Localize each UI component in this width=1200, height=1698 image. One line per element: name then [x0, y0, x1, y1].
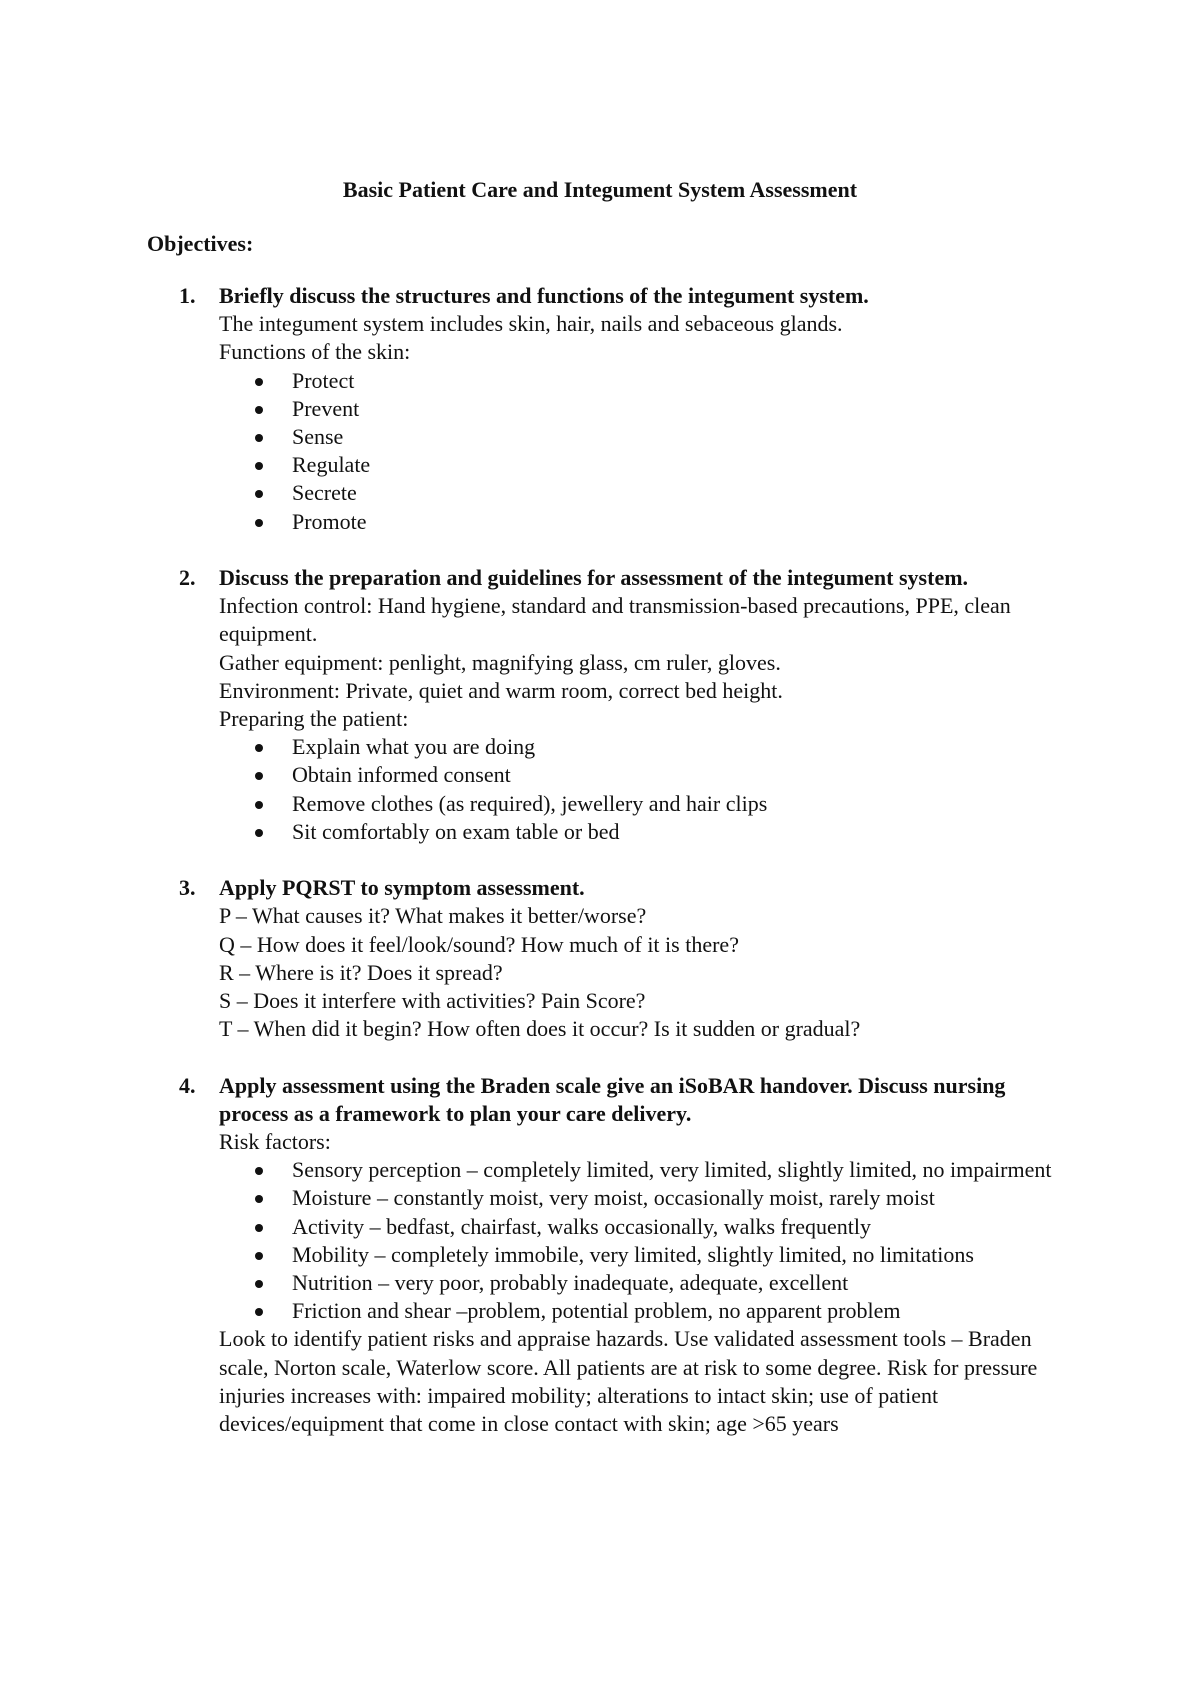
list-item-text: Friction and shear –problem, potential problem, no apparent problem	[292, 1298, 901, 1324]
list-item-text: Regulate	[292, 452, 371, 478]
bullet-list	[219, 1156, 1077, 1325]
list-item	[219, 395, 1077, 423]
bullet-list	[219, 733, 1077, 846]
list-item-text: Activity – bedfast, chairfast, walks occasionally, walks frequently	[292, 1213, 871, 1239]
bullet-icon	[255, 1252, 263, 1260]
list-item-text: Sensory perception – completely limited, very limited, slightly limited, no impairment	[292, 1157, 1052, 1183]
bullet-icon	[255, 1167, 263, 1175]
list-item	[219, 479, 1077, 507]
list-item-text: Sense	[292, 424, 344, 450]
list-item	[219, 790, 1077, 818]
list-item-text: Secrete	[292, 480, 357, 506]
objective-heading: Briefly discuss the structures and functions of the integument system.	[219, 283, 869, 308]
bullet-icon	[255, 829, 263, 837]
bullet-list	[219, 367, 1077, 536]
objective-number: 2.	[179, 565, 196, 591]
list-item-text: Obtain informed consent	[292, 762, 511, 788]
bullet-icon	[255, 490, 263, 498]
paragraph-line: Preparing the patient:	[219, 706, 409, 732]
list-item	[219, 1213, 1077, 1241]
bullet-icon	[255, 378, 263, 386]
list-item	[219, 508, 1077, 536]
list-item-text: Explain what you are doing	[292, 734, 536, 760]
paragraph-line: Risk factors:	[219, 1129, 331, 1155]
objectives-list	[147, 282, 1077, 1466]
bullet-icon	[255, 434, 263, 442]
bullet-icon	[255, 772, 263, 780]
list-item	[219, 733, 1077, 761]
paragraph-line: The integument system includes skin, hair, nails and sebaceous glands.	[219, 311, 843, 337]
list-item	[219, 818, 1077, 846]
list-item-text: Nutrition – very poor, probably inadequate, adequate, excellent	[292, 1270, 849, 1296]
paragraph-line: P – What causes it? What makes it better/worse?	[219, 903, 647, 929]
bullet-icon	[255, 1224, 263, 1232]
objective-number: 1.	[179, 283, 196, 308]
list-item-text: Sit comfortably on exam table or bed	[292, 818, 620, 844]
bullet-icon	[255, 406, 263, 414]
paragraph-line: Infection control: Hand hygiene, standard and transmission-based precautions, PPE, clean equipment.	[219, 593, 1011, 647]
objective-heading: Discuss the preparation and guidelines for assessment of the integument system.	[219, 565, 969, 591]
paragraph-line: S – Does it interfere with activities? Pain Score?	[219, 988, 646, 1014]
paragraph-line: Q – How does it feel/look/sound? How much of it is there?	[219, 931, 739, 957]
objective-1	[147, 282, 1077, 536]
list-item-text: Moisture – constantly moist, very moist, occasionally moist, rarely moist	[292, 1185, 935, 1211]
objective-number: 4.	[179, 1072, 196, 1098]
objective-3	[147, 874, 1077, 1043]
paragraph-line: Functions of the skin:	[219, 339, 411, 365]
list-item	[219, 1269, 1077, 1297]
paragraph-line: Look to identify patient risks and appraise hazards. Use validated assessment tools – Braden scale, Norton scale, Waterlow score. All patients are at risk to some degree. Risk for pressure injuries increases with: impaired mobility; alterations to intact skin; use of patient devices/equipment that come in close contact with skin; age >65 years	[219, 1326, 1038, 1437]
objectives-label: Objectives:	[147, 231, 254, 256]
objective-2	[147, 564, 1077, 846]
list-item-text: Mobility – completely immobile, very limited, slightly limited, no limitations	[292, 1241, 974, 1267]
paragraph-line: Environment: Private, quiet and warm room, correct bed height.	[219, 677, 783, 703]
bullet-icon	[255, 1195, 263, 1203]
objective-4	[147, 1072, 1077, 1439]
bullet-icon	[255, 462, 263, 470]
list-item	[219, 451, 1077, 479]
list-item-text: Prevent	[292, 395, 360, 421]
bullet-icon	[255, 519, 263, 527]
list-item	[219, 423, 1077, 451]
paragraph-line: Gather equipment: penlight, magnifying glass, cm ruler, gloves.	[219, 649, 781, 675]
bullet-icon	[255, 801, 263, 809]
list-item-text: Protect	[292, 367, 355, 393]
bullet-icon	[255, 1280, 263, 1288]
list-item	[219, 1184, 1077, 1212]
paragraph-line: T – When did it begin? How often does it occur? Is it sudden or gradual?	[219, 1016, 861, 1042]
objective-number: 3.	[179, 875, 196, 901]
objective-heading: Apply PQRST to symptom assessment.	[219, 875, 585, 901]
list-item-text: Promote	[292, 508, 367, 534]
list-item-text: Remove clothes (as required), jewellery and hair clips	[292, 790, 768, 816]
list-item	[219, 761, 1077, 789]
bullet-icon	[255, 744, 263, 752]
list-item	[219, 367, 1077, 395]
objective-heading: Apply assessment using the Braden scale give an iSoBAR handover. Discuss nursing process as a framework to plan your care delivery.	[219, 1072, 1006, 1126]
document-title: Basic Patient Care and Integument System Assessment	[342, 177, 858, 202]
paragraph-line: R – Where is it? Does it spread?	[219, 959, 503, 985]
list-item	[219, 1297, 1077, 1325]
list-item	[219, 1241, 1077, 1269]
bullet-icon	[255, 1308, 263, 1316]
list-item	[219, 1156, 1077, 1184]
